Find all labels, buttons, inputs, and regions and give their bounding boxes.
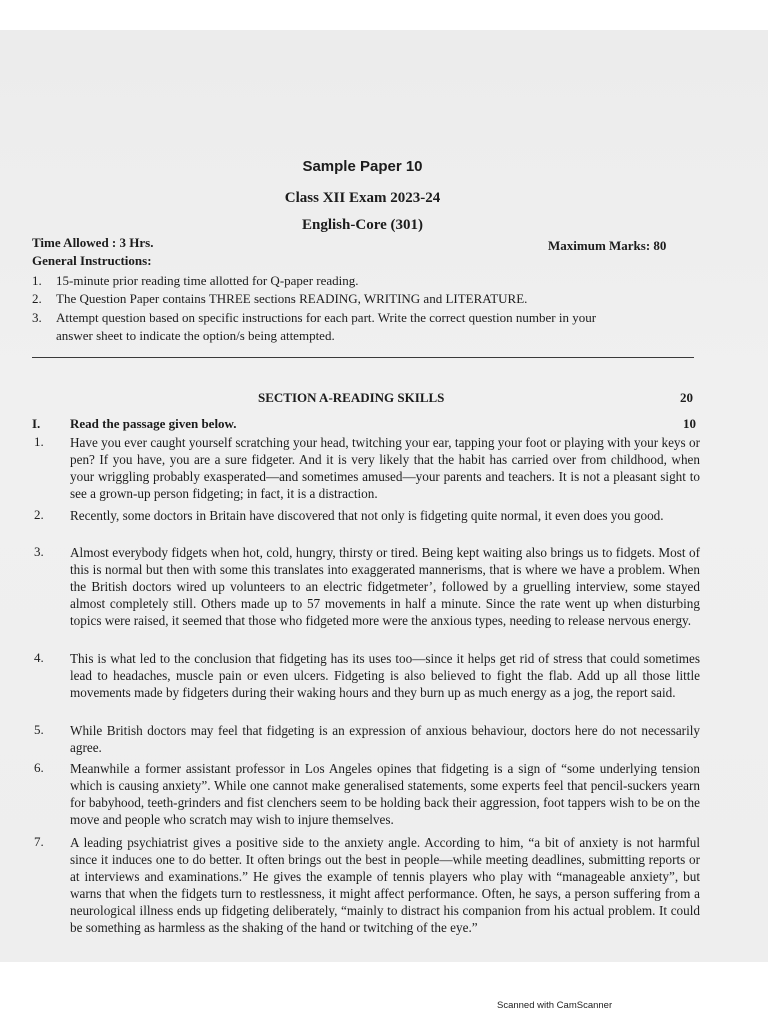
instruction-number: 3. — [32, 310, 42, 325]
section-title: SECTION A-READING SKILLS — [258, 390, 445, 405]
paper-title: Sample Paper 10 — [302, 158, 423, 175]
paragraph-number: 2. — [34, 507, 44, 522]
paragraph-number: 3. — [34, 544, 44, 559]
passage-paragraph: Meanwhile a former assistant professor in Los Angeles opines that fidgeting is a sign of “some underlying tension which is causing anxiety”. While one cannot make generalised statements, some experts feel that pencil-suckers yearn for babyhood, teeth-grinders and fist clenchers seem to be holding back their aggression, foot tappers wish to be on the move and people who scratch may wish to injure themselves. — [70, 761, 700, 827]
passage-paragraph: Recently, some doctors in Britain have discovered that not only is fidgeting quite normal, it even does you good. — [70, 508, 664, 523]
instruction-text: The Question Paper contains THREE sections READING, WRITING and LITERATURE. — [56, 291, 528, 306]
question-marks: 10 — [683, 416, 696, 431]
question-number: I. — [32, 416, 41, 431]
passage-paragraph: A leading psychiatrist gives a positive side to the anxiety angle. According to him, “a bit of anxiety is not harmful since it induces one to do better. It often brings out the best in people—while meeting deadlines, submitting reports or at interviews and examinations.” He gives the example of tennis players who play with “manageable anxiety”, but warns that when the fidgets turn to restlessness, it might affect performance. Often, he says, a person suffering from a neurological illness ends up fidgeting deliberately, “mainly to distract his companion from his actual problem. It could be something as harmless as the shaking of the hand or twitching of the eye.” — [70, 835, 700, 935]
passage-paragraph: Have you ever caught yourself scratching your head, twitching your ear, tapping your foot or playing with your keys or pen? If you have, you are a sure fidgeter. And it is very likely that the habit has carried over from childhood, when your wriggling probably exasperated—and sometimes amused—your parents and teachers. It is not a pleasant sight to see a grown-up person fidgeting; in fact, it is a distraction. — [70, 435, 700, 501]
instructions-heading: General Instructions: — [32, 253, 152, 268]
passage-paragraph: This is what led to the conclusion that fidgeting has its uses too—since it helps get rid of stress that could sometimes lead to headaches, muscle pain or even ulcers. Fidgeting is also believed to fight the flab. Add up all those little movements made by fidgeters during their waking hours and they burn up as much energy as a jog, the report said. — [70, 651, 700, 700]
section-marks: 20 — [680, 390, 693, 405]
instruction-number: 2. — [32, 291, 42, 306]
question-text: Read the passage given below. — [70, 416, 237, 431]
instruction-text: 15-minute prior reading time allotted for Q-paper reading. — [56, 273, 359, 288]
instruction-number: 1. — [32, 273, 42, 288]
paragraph-number: 5. — [34, 722, 44, 737]
passage-paragraph: While British doctors may feel that fidgeting is an expression of anxious behaviour, doctors here do not necessarily agree. — [70, 723, 700, 755]
maximum-marks: Maximum Marks: 80 — [548, 238, 667, 253]
scanner-watermark: Scanned with CamScanner — [497, 1000, 613, 1011]
paragraph-number: 4. — [34, 650, 44, 665]
exam-name: Class XII Exam 2023-24 — [284, 190, 441, 206]
time-allowed: Time Allowed : 3 Hrs. — [32, 235, 154, 250]
paragraph-number: 7. — [34, 834, 44, 849]
subject-name: English-Core (301) — [302, 217, 423, 233]
paragraph-number: 6. — [34, 760, 44, 775]
instruction-text: answer sheet to indicate the option/s being attempted. — [56, 328, 335, 343]
instruction-text: Attempt question based on specific instructions for each part. Write the correct question number in your — [56, 310, 597, 325]
horizontal-divider — [32, 357, 694, 358]
passage-paragraph: Almost everybody fidgets when hot, cold, hungry, thirsty or tired. Being kept waiting also brings us to fidgets. Most of this is normal but then with some this translates into exaggerated mannerisms, that is where we have a problem. When the British doctors wired up volunteers to an electric fidgetmeter’, followed by a gruelling interview, some stayed almost completely still. Others made up to 57 movements in half a minute. Since the rate went up when disturbing topics were raised, it seemed that those who fidgeted more were the anxious types, needing to release nervous energy. — [70, 545, 700, 628]
paragraph-number: 1. — [34, 434, 44, 449]
